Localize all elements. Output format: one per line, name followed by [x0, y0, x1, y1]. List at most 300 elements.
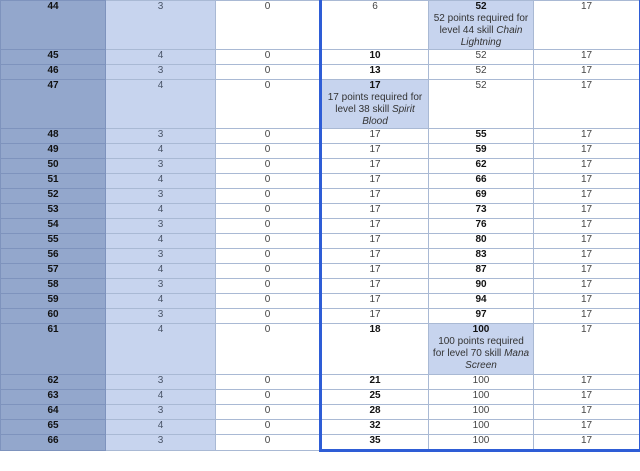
col1-cell-value: 4 — [157, 294, 164, 305]
col2-cell-value: 0 — [264, 65, 271, 76]
col4-cell-value: 97 — [475, 309, 487, 320]
col1-cell-value: 3 — [157, 129, 164, 140]
level-cell — [1, 435, 106, 451]
col3-cell — [321, 50, 429, 65]
col2-cell — [216, 264, 321, 279]
col2-cell-value: 0 — [264, 420, 271, 431]
col1-cell — [106, 1, 216, 50]
col5-cell-value: 17 — [580, 420, 593, 431]
col1-cell — [106, 264, 216, 279]
col5-cell — [534, 420, 640, 435]
col4-cell — [429, 309, 534, 324]
col2-cell — [216, 159, 321, 174]
col3-cell-value: 17 — [369, 204, 381, 215]
col3-cell — [321, 174, 429, 189]
table-row — [1, 420, 640, 435]
level-cell — [1, 405, 106, 420]
col4-cell-value: 52 — [475, 1, 487, 12]
col4-cell-value: 100 — [472, 390, 490, 401]
col2-cell-value: 0 — [264, 309, 271, 320]
level-cell — [1, 129, 106, 144]
level-cell-value: 66 — [47, 435, 59, 446]
level-cell — [1, 159, 106, 174]
level-cell-value: 48 — [47, 129, 59, 140]
col4-cell — [429, 65, 534, 80]
skill-name: Spirit Blood — [362, 104, 415, 127]
col5-cell — [534, 264, 640, 279]
level-cell — [1, 234, 106, 249]
col1-cell-value: 3 — [157, 375, 164, 386]
table-row — [1, 234, 640, 249]
col1-cell-value: 4 — [157, 420, 164, 431]
level-cell-value: 53 — [47, 204, 59, 215]
col3-cell — [321, 435, 429, 451]
level-cell — [1, 189, 106, 204]
col4-cell — [429, 435, 534, 451]
col2-cell — [216, 405, 321, 420]
table-row — [1, 324, 640, 375]
col2-cell-value: 0 — [264, 324, 271, 335]
col3-cell — [321, 264, 429, 279]
skill-requirement-note — [431, 336, 531, 372]
col4-cell — [429, 174, 534, 189]
level-cell-value: 45 — [47, 50, 59, 61]
level-cell — [1, 249, 106, 264]
col1-cell-value: 4 — [157, 80, 164, 91]
col4-cell — [429, 324, 534, 375]
level-cell-value: 62 — [47, 375, 59, 386]
col3-cell — [321, 204, 429, 219]
col5-cell — [534, 129, 640, 144]
col1-cell — [106, 174, 216, 189]
col2-cell — [216, 390, 321, 405]
col3-cell — [321, 375, 429, 390]
col3-cell — [321, 80, 429, 129]
col2-cell-value: 0 — [264, 264, 271, 275]
col2-cell — [216, 144, 321, 159]
col2-cell-value: 0 — [264, 159, 271, 170]
note-text: 100 points required for level 70 skill — [432, 336, 524, 359]
col3-cell — [321, 129, 429, 144]
col3-cell — [321, 405, 429, 420]
col2-cell — [216, 309, 321, 324]
col3-cell-value: 17 — [369, 219, 381, 230]
col5-cell-value: 17 — [580, 309, 593, 320]
col3-cell — [321, 65, 429, 80]
col2-cell — [216, 375, 321, 390]
table-row — [1, 1, 640, 50]
col1-cell-value: 3 — [157, 279, 164, 290]
col5-cell — [534, 294, 640, 309]
col5-cell-value: 17 — [580, 279, 593, 290]
col1-cell — [106, 309, 216, 324]
col3-cell-value: 17 — [369, 279, 381, 290]
col3-cell-value: 17 — [369, 174, 381, 185]
level-cell — [1, 294, 106, 309]
col2-cell-value: 0 — [264, 279, 271, 290]
col2-cell — [216, 294, 321, 309]
col4-cell-value: 87 — [475, 264, 487, 275]
col5-cell-value: 17 — [580, 435, 593, 446]
col2-cell-value: 0 — [264, 390, 271, 401]
col5-cell — [534, 219, 640, 234]
col2-cell — [216, 65, 321, 80]
col3-cell-value: 6 — [372, 1, 378, 12]
table-row — [1, 435, 640, 451]
col1-cell-value: 3 — [157, 309, 164, 320]
col2-cell-value: 0 — [264, 189, 271, 200]
col2-cell — [216, 129, 321, 144]
col4-cell — [429, 50, 534, 65]
col1-cell-value: 3 — [157, 159, 164, 170]
level-cell — [1, 420, 106, 435]
table-row — [1, 279, 640, 294]
col3-cell-value: 32 — [369, 420, 381, 431]
col5-cell — [534, 189, 640, 204]
col4-cell-value: 55 — [475, 129, 487, 140]
col1-cell — [106, 279, 216, 294]
col1-cell — [106, 50, 216, 65]
col5-cell — [534, 65, 640, 80]
col5-cell-value: 17 — [580, 159, 593, 170]
col5-cell — [534, 390, 640, 405]
col3-cell — [321, 219, 429, 234]
col5-cell-value: 17 — [580, 129, 593, 140]
col1-cell-value: 4 — [157, 390, 164, 401]
col3-cell-value: 17 — [369, 234, 381, 245]
col1-cell — [106, 144, 216, 159]
col1-cell-value: 3 — [157, 1, 164, 12]
col2-cell — [216, 324, 321, 375]
col4-cell — [429, 375, 534, 390]
col1-cell — [106, 129, 216, 144]
col1-cell-value: 4 — [157, 50, 164, 61]
level-cell-value: 58 — [47, 279, 59, 290]
col1-cell-value: 3 — [157, 65, 164, 76]
col2-cell-value: 0 — [264, 50, 271, 61]
col2-cell — [216, 189, 321, 204]
level-cell — [1, 174, 106, 189]
table-row — [1, 204, 640, 219]
level-cell-value: 51 — [47, 174, 59, 185]
col4-cell — [429, 264, 534, 279]
table-row — [1, 294, 640, 309]
skill-name: Mana Screen — [465, 348, 530, 371]
table-row — [1, 174, 640, 189]
col3-cell-value: 17 — [369, 189, 381, 200]
col4-cell — [429, 204, 534, 219]
col5-cell-value: 17 — [580, 1, 593, 12]
col3-cell-value: 18 — [369, 324, 381, 335]
skill-name: Chain Lightning — [460, 25, 523, 48]
col4-cell-value: 52 — [475, 80, 487, 91]
col1-cell — [106, 405, 216, 420]
col2-cell-value: 0 — [264, 144, 271, 155]
col4-cell — [429, 420, 534, 435]
col4-cell — [429, 129, 534, 144]
col3-cell — [321, 390, 429, 405]
col3-cell — [321, 1, 429, 50]
col5-cell-value: 17 — [580, 324, 593, 335]
level-cell-value: 49 — [47, 144, 59, 155]
level-cell — [1, 324, 106, 375]
col2-cell — [216, 219, 321, 234]
level-cell — [1, 375, 106, 390]
col3-cell-value: 13 — [369, 65, 381, 76]
col5-cell — [534, 234, 640, 249]
col5-cell-value: 17 — [580, 219, 593, 230]
col4-cell — [429, 279, 534, 294]
col5-cell — [534, 80, 640, 129]
col1-cell — [106, 65, 216, 80]
level-cell-value: 46 — [47, 65, 59, 76]
col5-cell — [534, 174, 640, 189]
col5-cell — [534, 309, 640, 324]
col5-cell — [534, 405, 640, 420]
level-cell-value: 57 — [47, 264, 59, 275]
col1-cell — [106, 234, 216, 249]
col5-cell-value: 17 — [580, 65, 593, 76]
col1-cell — [106, 80, 216, 129]
col3-cell-value: 17 — [369, 249, 381, 260]
col2-cell-value: 0 — [264, 375, 271, 386]
col4-cell — [429, 405, 534, 420]
col3-cell-value: 17 — [369, 80, 381, 91]
col5-cell — [534, 159, 640, 174]
table-row — [1, 159, 640, 174]
col5-cell — [534, 204, 640, 219]
col2-cell-value: 0 — [264, 405, 271, 416]
col4-cell — [429, 249, 534, 264]
col4-cell-value: 100 — [472, 405, 490, 416]
col4-cell — [429, 294, 534, 309]
col4-cell-value: 100 — [472, 324, 490, 335]
col1-cell — [106, 189, 216, 204]
level-cell — [1, 50, 106, 65]
col4-cell-value: 100 — [472, 435, 490, 446]
table-row — [1, 65, 640, 80]
level-cell — [1, 1, 106, 50]
col2-cell-value: 0 — [264, 204, 271, 215]
col2-cell — [216, 174, 321, 189]
col2-cell-value: 0 — [264, 435, 271, 446]
col5-cell-value: 17 — [580, 50, 593, 61]
col4-cell-value: 52 — [475, 50, 487, 61]
level-cell — [1, 264, 106, 279]
col5-cell-value: 17 — [580, 390, 593, 401]
col1-cell-value: 3 — [157, 219, 164, 230]
col1-cell — [106, 390, 216, 405]
col1-cell-value: 4 — [157, 204, 164, 215]
col1-cell-value: 3 — [157, 405, 164, 416]
table-row — [1, 80, 640, 129]
col5-cell — [534, 324, 640, 375]
col5-cell-value: 17 — [580, 294, 593, 305]
col1-cell-value: 4 — [157, 234, 164, 245]
col5-cell-value: 17 — [580, 204, 593, 215]
col1-cell-value: 3 — [157, 189, 164, 200]
col4-cell — [429, 390, 534, 405]
col3-cell-value: 25 — [369, 390, 381, 401]
skill-requirement-note — [431, 13, 531, 49]
col1-cell-value: 4 — [157, 324, 164, 335]
col2-cell — [216, 1, 321, 50]
col4-cell-value: 100 — [472, 375, 490, 386]
col3-cell-value: 17 — [369, 264, 381, 275]
col4-cell-value: 62 — [475, 159, 487, 170]
level-cell — [1, 390, 106, 405]
col4-cell-value: 100 — [472, 420, 490, 431]
col2-cell-value: 0 — [264, 249, 271, 260]
col3-cell-value: 17 — [369, 309, 381, 320]
col4-cell-value: 66 — [475, 174, 487, 185]
table-row — [1, 375, 640, 390]
col3-cell — [321, 234, 429, 249]
level-cell-value: 52 — [47, 189, 59, 200]
level-cell-value: 56 — [47, 249, 59, 260]
col3-cell — [321, 420, 429, 435]
col4-cell-value: 80 — [475, 234, 487, 245]
col2-cell — [216, 80, 321, 129]
level-cell — [1, 219, 106, 234]
col3-cell — [321, 189, 429, 204]
col4-cell-value: 90 — [475, 279, 487, 290]
level-cell — [1, 279, 106, 294]
level-cell-value: 59 — [47, 294, 59, 305]
col5-cell-value: 17 — [580, 144, 593, 155]
level-cell-value: 44 — [47, 1, 59, 12]
col5-cell — [534, 50, 640, 65]
col2-cell-value: 0 — [264, 174, 271, 185]
col1-cell — [106, 294, 216, 309]
col1-cell — [106, 435, 216, 451]
col2-cell-value: 0 — [264, 294, 271, 305]
col1-cell-value: 4 — [157, 264, 164, 275]
table-row — [1, 50, 640, 65]
col4-cell — [429, 80, 534, 129]
col3-cell — [321, 294, 429, 309]
col3-cell-value: 17 — [369, 294, 381, 305]
col4-cell-value: 59 — [475, 144, 487, 155]
col1-cell-value: 4 — [157, 144, 164, 155]
table-row — [1, 405, 640, 420]
col2-cell-value: 0 — [264, 1, 271, 12]
skill-requirement-note — [324, 92, 426, 128]
col2-cell-value: 0 — [264, 234, 271, 245]
col2-cell — [216, 50, 321, 65]
col3-cell-value: 21 — [369, 375, 381, 386]
col1-cell — [106, 204, 216, 219]
col4-cell-value: 73 — [475, 204, 487, 215]
col3-cell — [321, 249, 429, 264]
table-row — [1, 189, 640, 204]
col2-cell — [216, 234, 321, 249]
col2-cell — [216, 279, 321, 294]
col3-cell-value: 35 — [369, 435, 381, 446]
table-row — [1, 309, 640, 324]
col4-cell-value: 83 — [475, 249, 487, 260]
col1-cell — [106, 219, 216, 234]
table-row — [1, 219, 640, 234]
col4-cell — [429, 1, 534, 50]
col3-cell-value: 17 — [369, 159, 381, 170]
col5-cell-value: 17 — [580, 174, 593, 185]
level-cell — [1, 65, 106, 80]
level-cell-value: 63 — [47, 390, 59, 401]
table-row — [1, 390, 640, 405]
note-text: 17 points required for level 38 skill — [327, 92, 423, 115]
col1-cell — [106, 324, 216, 375]
col4-cell-value: 69 — [475, 189, 487, 200]
col5-cell — [534, 375, 640, 390]
col3-cell-value: 28 — [369, 405, 381, 416]
col2-cell — [216, 249, 321, 264]
table-row — [1, 129, 640, 144]
col3-cell — [321, 279, 429, 294]
col1-cell-value: 3 — [157, 249, 164, 260]
level-cell-value: 55 — [47, 234, 59, 245]
level-cell — [1, 144, 106, 159]
col1-cell-value: 3 — [157, 435, 164, 446]
col3-cell — [321, 144, 429, 159]
col4-cell — [429, 234, 534, 249]
col2-cell — [216, 204, 321, 219]
col1-cell-value: 4 — [157, 174, 164, 185]
col3-cell — [321, 324, 429, 375]
col4-cell — [429, 219, 534, 234]
col3-cell-value: 17 — [369, 144, 381, 155]
level-cell-value: 50 — [47, 159, 59, 170]
col3-cell — [321, 309, 429, 324]
level-cell — [1, 309, 106, 324]
level-cell-value: 64 — [47, 405, 59, 416]
col4-cell-value: 94 — [475, 294, 487, 305]
level-cell — [1, 204, 106, 219]
col5-cell-value: 17 — [580, 375, 593, 386]
col4-cell — [429, 144, 534, 159]
col1-cell — [106, 249, 216, 264]
level-cell-value: 60 — [47, 309, 59, 320]
note-text: 52 points required for level 44 skill — [433, 13, 529, 36]
col1-cell — [106, 420, 216, 435]
col5-cell-value: 17 — [580, 234, 593, 245]
table-row — [1, 249, 640, 264]
level-cell — [1, 80, 106, 129]
col1-cell — [106, 159, 216, 174]
level-cell-value: 61 — [47, 324, 59, 335]
col5-cell-value: 17 — [580, 264, 593, 275]
level-cell-value: 65 — [47, 420, 59, 431]
col4-cell-value: 76 — [475, 219, 487, 230]
level-cell-value: 54 — [47, 219, 59, 230]
col2-cell — [216, 420, 321, 435]
col2-cell — [216, 435, 321, 451]
col5-cell — [534, 279, 640, 294]
col3-cell-value: 10 — [369, 50, 381, 61]
table-body — [1, 1, 640, 451]
col5-cell — [534, 435, 640, 451]
col4-cell-value: 52 — [475, 65, 487, 76]
col3-cell — [321, 159, 429, 174]
level-cell-value: 47 — [47, 80, 59, 91]
col5-cell — [534, 1, 640, 50]
col3-cell-value: 17 — [369, 129, 381, 140]
col5-cell-value: 17 — [580, 405, 593, 416]
col4-cell — [429, 159, 534, 174]
col4-cell — [429, 189, 534, 204]
col5-cell-value: 17 — [580, 80, 593, 91]
col5-cell-value: 17 — [580, 249, 593, 260]
